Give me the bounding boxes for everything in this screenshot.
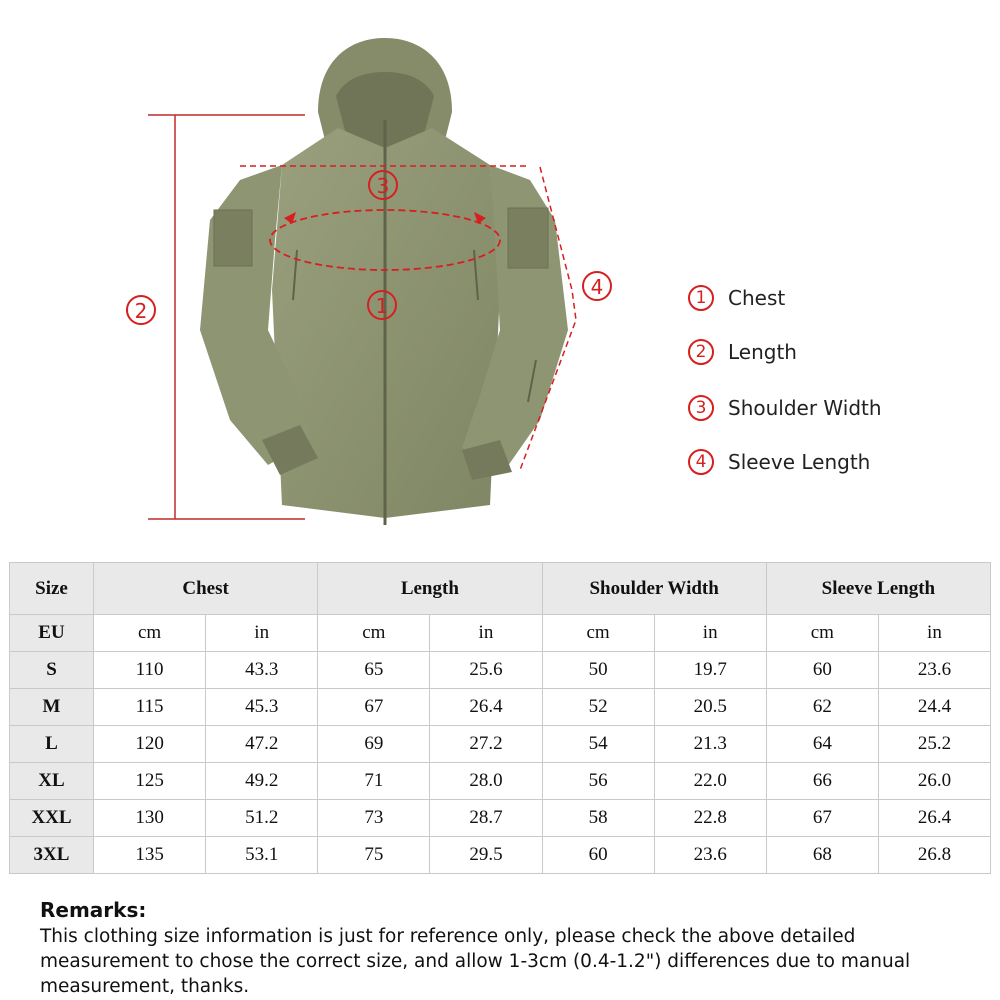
size-chart-table: [9, 562, 991, 874]
table-row: [10, 837, 991, 874]
legend-badge: 4: [688, 449, 714, 475]
table-cell: 54: [542, 726, 654, 763]
table-cell: 28.7: [430, 800, 542, 837]
table-cell: 28.0: [430, 763, 542, 800]
unit-cell: cm: [542, 615, 654, 652]
table-cell: 22.8: [654, 800, 766, 837]
table-cell: 26.0: [878, 763, 990, 800]
table-row: [10, 763, 991, 800]
table-cell: 24.4: [878, 689, 990, 726]
size-label: L: [10, 726, 94, 763]
unit-cell: cm: [94, 615, 206, 652]
table-cell: 43.3: [206, 652, 318, 689]
table-cell: 23.6: [878, 652, 990, 689]
table-cell: 29.5: [430, 837, 542, 874]
unit-cell: in: [878, 615, 990, 652]
table-cell: 47.2: [206, 726, 318, 763]
unit-cell: cm: [318, 615, 430, 652]
table-cell: 66: [766, 763, 878, 800]
table-cell: 60: [542, 837, 654, 874]
table-cell: 50: [542, 652, 654, 689]
table-cell: 125: [94, 763, 206, 800]
marker-4-sleeve: [583, 272, 611, 300]
table-cell: 26.4: [430, 689, 542, 726]
table-cell: 67: [766, 800, 878, 837]
marker-4-text: 4: [590, 275, 604, 299]
table-cell: 49.2: [206, 763, 318, 800]
table-cell: 135: [94, 837, 206, 874]
legend-badge: 2: [688, 339, 714, 365]
size-label: XXL: [10, 800, 94, 837]
table-cell: 26.4: [878, 800, 990, 837]
legend-item-shoulder: [688, 392, 882, 424]
unit-row: [10, 615, 991, 652]
legend-item-chest: [688, 282, 785, 314]
table-cell: 51.2: [206, 800, 318, 837]
unit-cell: in: [206, 615, 318, 652]
table-cell: 25.6: [430, 652, 542, 689]
table-cell: 53.1: [206, 837, 318, 874]
table-cell: 27.2: [430, 726, 542, 763]
table-cell: 130: [94, 800, 206, 837]
legend-label: Shoulder Width: [728, 396, 882, 420]
table-cell: 75: [318, 837, 430, 874]
table-cell: 68: [766, 837, 878, 874]
size-label: S: [10, 652, 94, 689]
table-cell: 62: [766, 689, 878, 726]
remarks-title: Remarks:: [40, 898, 147, 922]
group-header-sleeve: Sleeve Length: [766, 563, 990, 615]
unit-cell: in: [654, 615, 766, 652]
table-cell: 64: [766, 726, 878, 763]
group-header-length: Length: [318, 563, 542, 615]
table-row: [10, 652, 991, 689]
table-cell: 26.8: [878, 837, 990, 874]
remarks-text: This clothing size information is just for reference only, please check the above detailed measurement to chose the correct size, and allow 1-3cm (0.4-1.2") differences due to manual measurement, thanks.: [40, 926, 911, 997]
table-cell: 69: [318, 726, 430, 763]
unit-cell: in: [430, 615, 542, 652]
legend-label: Length: [728, 340, 797, 364]
size-label: XL: [10, 763, 94, 800]
size-label: 3XL: [10, 837, 94, 874]
table-row: [10, 800, 991, 837]
group-header-chest: Chest: [94, 563, 318, 615]
table-row: [10, 726, 991, 763]
group-header-shoulder: Shoulder Width: [542, 563, 766, 615]
table-cell: 120: [94, 726, 206, 763]
size-label: M: [10, 689, 94, 726]
legend-badge: 3: [688, 395, 714, 421]
table-cell: 67: [318, 689, 430, 726]
legend-item-sleeve: [688, 446, 870, 478]
legend-label: Sleeve Length: [728, 450, 871, 474]
table-cell: 71: [318, 763, 430, 800]
table-cell: 73: [318, 800, 430, 837]
table-cell: 115: [94, 689, 206, 726]
table-cell: 60: [766, 652, 878, 689]
table-cell: 21.3: [654, 726, 766, 763]
marker-2-text: 2: [134, 299, 148, 323]
table-header-row: [10, 563, 991, 615]
table-cell: 45.3: [206, 689, 318, 726]
size-header: Size: [10, 563, 94, 615]
table-cell: 52: [542, 689, 654, 726]
unit-row-label: EU: [10, 615, 94, 652]
remarks-section: [40, 898, 980, 999]
marker-1-text: 1: [375, 294, 389, 318]
marker-2-length: [127, 296, 155, 324]
table-cell: 110: [94, 652, 206, 689]
jacket-image: [200, 38, 568, 525]
table-cell: 25.2: [878, 726, 990, 763]
unit-cell: cm: [766, 615, 878, 652]
table-cell: 19.7: [654, 652, 766, 689]
legend-item-length: [688, 336, 797, 368]
table-cell: 20.5: [654, 689, 766, 726]
legend-label: Chest: [728, 286, 786, 310]
table-cell: 22.0: [654, 763, 766, 800]
marker-3-text: 3: [376, 174, 390, 198]
table-cell: 65: [318, 652, 430, 689]
table-row: [10, 689, 991, 726]
table-cell: 56: [542, 763, 654, 800]
legend-badge: 1: [688, 285, 714, 311]
table-cell: 23.6: [654, 837, 766, 874]
table-cell: 58: [542, 800, 654, 837]
